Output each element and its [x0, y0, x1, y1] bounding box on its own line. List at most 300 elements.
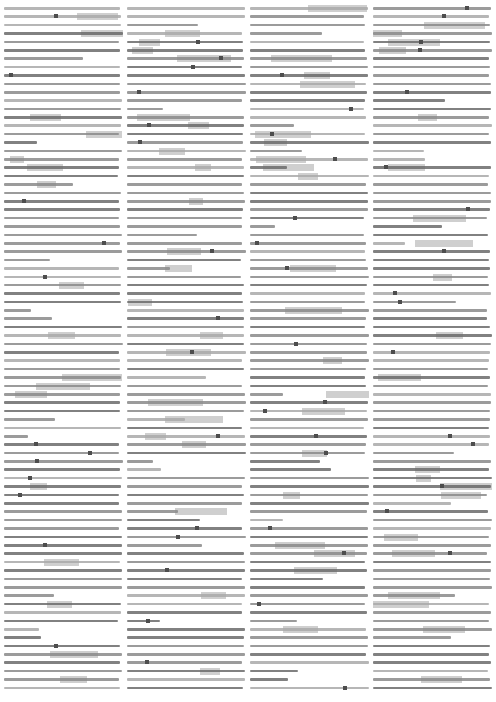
text-line [4, 273, 123, 281]
text-line [373, 121, 492, 129]
text-run [4, 225, 120, 228]
text-run [4, 141, 37, 144]
text-line [373, 46, 492, 54]
text-line [250, 214, 369, 222]
text-line [250, 684, 369, 692]
text-run [4, 687, 120, 690]
text-run [127, 301, 243, 304]
text-line [250, 356, 369, 364]
text-line [250, 549, 369, 557]
bold-number-mark [471, 442, 475, 446]
text-run [250, 108, 364, 111]
bold-number-mark [270, 132, 274, 136]
text-line [127, 390, 246, 398]
text-run [127, 208, 243, 211]
text-line [127, 633, 246, 641]
text-line [4, 323, 123, 331]
text-line [4, 432, 123, 440]
text-run [250, 569, 367, 572]
text-run [373, 326, 490, 329]
text-line [127, 575, 246, 583]
text-line [250, 633, 369, 641]
text-run [4, 267, 119, 270]
text-run [127, 443, 246, 446]
text-line [4, 465, 123, 473]
text-line [4, 365, 123, 373]
text-line [4, 600, 123, 608]
text-line [373, 239, 492, 247]
text-run [373, 620, 489, 623]
text-run [4, 460, 123, 463]
text-line [373, 617, 492, 625]
text-run [250, 217, 364, 220]
text-run [127, 183, 242, 186]
text-line [127, 314, 246, 322]
text-run [373, 317, 487, 320]
text-run [250, 376, 365, 379]
text-line [4, 608, 123, 616]
text-line [373, 675, 492, 683]
text-run [373, 468, 489, 471]
text-line [373, 340, 492, 348]
text-line [373, 482, 492, 490]
text-run [373, 141, 491, 144]
text-line [373, 88, 492, 96]
text-line [127, 365, 246, 373]
text-run [4, 276, 121, 279]
text-line [250, 382, 369, 390]
text-line [373, 147, 492, 155]
text-run [127, 66, 242, 69]
text-line [127, 440, 246, 448]
text-line [373, 138, 492, 146]
text-line [4, 306, 123, 314]
text-run [250, 276, 369, 279]
text-line [250, 38, 369, 46]
text-run [127, 24, 198, 27]
text-line [373, 264, 492, 272]
text-run [373, 460, 491, 463]
text-line [373, 415, 492, 423]
text-run [250, 234, 364, 237]
bold-number-mark [210, 249, 214, 253]
text-line [127, 256, 246, 264]
text-line [373, 658, 492, 666]
text-line [4, 491, 123, 499]
text-run [250, 309, 369, 312]
text-line [127, 323, 246, 331]
text-line [4, 197, 123, 205]
text-run [250, 183, 366, 186]
text-line [373, 491, 492, 499]
text-run [373, 116, 489, 119]
text-line [4, 155, 123, 163]
text-line [4, 80, 123, 88]
text-line [4, 130, 123, 138]
text-run [4, 292, 120, 295]
text-line [373, 21, 492, 29]
text-line [4, 163, 123, 171]
text-run [127, 678, 245, 681]
bold-number-mark [398, 300, 402, 304]
text-line [127, 264, 246, 272]
text-run [250, 242, 366, 245]
text-run [127, 192, 244, 195]
text-run [4, 628, 39, 631]
text-line [4, 222, 123, 230]
text-run [373, 24, 490, 27]
text-column-4 [373, 4, 492, 698]
text-run [4, 468, 120, 471]
text-run [373, 15, 489, 18]
text-line [4, 650, 123, 658]
text-run [373, 410, 490, 413]
text-run [4, 116, 122, 119]
text-run [127, 594, 245, 597]
text-run [127, 368, 244, 371]
text-run [373, 636, 451, 639]
bold-number-mark [196, 40, 200, 44]
text-run [250, 91, 367, 94]
text-line [4, 583, 123, 591]
text-line [250, 46, 369, 54]
text-run [4, 435, 28, 438]
text-run [4, 99, 122, 102]
text-line [373, 130, 492, 138]
text-line [373, 38, 492, 46]
text-line [373, 398, 492, 406]
text-line [4, 684, 123, 692]
text-run [4, 183, 73, 186]
bold-number-mark [190, 350, 194, 354]
text-run [250, 124, 294, 127]
text-line [373, 499, 492, 507]
text-run [250, 66, 368, 69]
text-run [373, 208, 490, 211]
text-run [373, 661, 491, 664]
text-line [127, 222, 246, 230]
text-line [373, 440, 492, 448]
text-line [4, 382, 123, 390]
text-run [4, 477, 122, 480]
text-run [373, 32, 492, 35]
text-run [250, 661, 369, 664]
text-line [127, 71, 246, 79]
text-run [373, 66, 490, 69]
text-line [4, 147, 123, 155]
text-line [373, 197, 492, 205]
text-line [127, 273, 246, 281]
text-run [4, 175, 118, 178]
text-run [373, 41, 490, 44]
text-line [4, 29, 123, 37]
text-line [250, 373, 369, 381]
text-run [127, 435, 245, 438]
bold-number-mark [176, 535, 180, 539]
text-line [373, 575, 492, 583]
text-run [4, 594, 54, 597]
text-run [127, 242, 242, 245]
text-line [127, 155, 246, 163]
text-line [4, 373, 123, 381]
bold-number-mark [391, 350, 395, 354]
text-run [250, 670, 298, 673]
text-line [4, 138, 123, 146]
text-line [250, 617, 369, 625]
text-run [127, 343, 244, 346]
text-run [4, 443, 119, 446]
text-run [373, 485, 491, 488]
text-run [250, 343, 367, 346]
text-run [250, 603, 365, 606]
text-run [373, 99, 445, 102]
bold-number-mark [466, 207, 470, 211]
text-run [373, 603, 489, 606]
text-line [250, 591, 369, 599]
text-line [4, 105, 123, 113]
text-line [373, 306, 492, 314]
text-line [127, 415, 246, 423]
text-run [250, 250, 365, 253]
text-line [373, 524, 492, 532]
text-line [4, 440, 123, 448]
text-run [4, 57, 83, 60]
text-line [250, 197, 369, 205]
text-run [127, 41, 243, 44]
text-run [4, 317, 52, 320]
text-line [127, 432, 246, 440]
text-run [127, 519, 200, 522]
text-line [373, 348, 492, 356]
text-run [127, 99, 242, 102]
text-line [373, 600, 492, 608]
text-line [250, 239, 369, 247]
bold-number-mark [22, 199, 26, 203]
bold-number-mark [165, 568, 169, 572]
text-line [4, 549, 123, 557]
text-line [4, 172, 123, 180]
text-run [4, 586, 122, 589]
highlighted-phrase [326, 391, 369, 398]
text-run [4, 620, 118, 623]
text-line [373, 96, 492, 104]
text-run [373, 427, 489, 430]
text-run [4, 166, 119, 169]
text-run [127, 645, 244, 648]
text-run [250, 7, 368, 10]
highlighted-phrase [175, 508, 227, 515]
text-line [250, 365, 369, 373]
document-page [4, 4, 492, 698]
text-run [127, 494, 244, 497]
text-run [373, 217, 487, 220]
text-line [373, 558, 492, 566]
text-run [373, 267, 490, 270]
text-run [4, 343, 123, 346]
text-run [4, 301, 121, 304]
text-line [127, 113, 246, 121]
text-line [373, 356, 492, 364]
text-line [127, 197, 246, 205]
text-run [373, 175, 489, 178]
text-run [373, 183, 488, 186]
text-run [127, 49, 243, 52]
text-line [373, 365, 492, 373]
text-run [250, 208, 368, 211]
text-run [373, 250, 490, 253]
text-line [250, 314, 369, 322]
text-run [127, 687, 243, 690]
text-run [373, 510, 488, 513]
text-run [373, 74, 489, 77]
text-run [250, 74, 368, 77]
text-line [4, 63, 123, 71]
text-line [250, 88, 369, 96]
text-run [250, 586, 365, 589]
text-line [250, 642, 369, 650]
text-run [250, 192, 368, 195]
text-line [373, 231, 492, 239]
text-run [127, 468, 161, 471]
text-line [250, 189, 369, 197]
text-run [250, 267, 368, 270]
bold-number-mark [333, 157, 337, 161]
text-line [127, 138, 246, 146]
text-run [4, 401, 120, 404]
text-line [373, 222, 492, 230]
text-line [250, 281, 369, 289]
text-run [4, 678, 119, 681]
text-run [373, 477, 492, 480]
text-column-3 [250, 4, 369, 698]
text-line [127, 38, 246, 46]
text-run [250, 477, 369, 480]
text-line [250, 390, 369, 398]
text-line [250, 566, 369, 574]
text-run [373, 393, 491, 396]
text-run [4, 510, 122, 513]
bold-number-mark [323, 400, 327, 404]
text-line [127, 214, 246, 222]
text-run [250, 510, 367, 513]
text-line [4, 658, 123, 666]
text-run [4, 351, 119, 354]
text-line [127, 121, 246, 129]
text-line [4, 96, 123, 104]
text-run [373, 385, 488, 388]
text-run [4, 603, 121, 606]
text-line [4, 675, 123, 683]
text-run [250, 536, 368, 539]
text-run [373, 527, 491, 530]
text-run [127, 234, 197, 237]
text-run [373, 368, 488, 371]
text-line [127, 172, 246, 180]
text-run [373, 611, 491, 614]
text-line [127, 465, 246, 473]
text-run [250, 284, 367, 287]
text-run [127, 636, 244, 639]
text-line [4, 205, 123, 213]
text-line [250, 21, 369, 29]
text-line [250, 658, 369, 666]
text-line [127, 12, 246, 20]
text-line [4, 667, 123, 675]
text-line [4, 71, 123, 79]
text-line [250, 482, 369, 490]
text-run [4, 326, 122, 329]
text-line [373, 12, 492, 20]
text-run [373, 519, 492, 522]
text-run [127, 578, 242, 581]
text-run [373, 200, 491, 203]
text-line [127, 239, 246, 247]
text-run [373, 586, 492, 589]
text-line [4, 21, 123, 29]
text-run [127, 485, 242, 488]
text-line [4, 214, 123, 222]
text-line [373, 608, 492, 616]
text-run [127, 477, 245, 480]
text-run [127, 393, 245, 396]
text-line [127, 474, 246, 482]
text-line [373, 424, 492, 432]
text-line [250, 600, 369, 608]
text-run [127, 74, 245, 77]
bold-number-mark [195, 526, 199, 530]
text-line [127, 407, 246, 415]
text-run [250, 225, 275, 228]
text-line [127, 63, 246, 71]
text-line [373, 331, 492, 339]
bold-number-mark [343, 686, 347, 690]
text-run [250, 359, 369, 362]
text-line [127, 348, 246, 356]
text-line [4, 407, 123, 415]
bold-number-mark [442, 14, 446, 18]
text-line [250, 499, 369, 507]
text-line [250, 415, 369, 423]
text-run [127, 510, 178, 513]
text-line [4, 54, 123, 62]
text-line [250, 113, 369, 121]
text-run [4, 376, 121, 379]
text-line [127, 625, 246, 633]
text-run [250, 494, 368, 497]
bold-number-mark [419, 40, 423, 44]
text-run [4, 427, 121, 430]
text-run [250, 292, 365, 295]
bold-number-mark [146, 619, 150, 623]
text-run [373, 166, 491, 169]
text-line [373, 549, 492, 557]
text-run [4, 49, 120, 52]
text-line [250, 172, 369, 180]
text-run [4, 150, 122, 153]
text-line [373, 323, 492, 331]
text-line [127, 667, 246, 675]
text-run [373, 687, 492, 690]
text-run [127, 57, 244, 60]
text-run [127, 670, 245, 673]
bold-number-mark [34, 442, 38, 446]
text-line [373, 591, 492, 599]
text-run [373, 158, 425, 161]
text-run [4, 393, 120, 396]
text-line [4, 340, 123, 348]
text-line [127, 340, 246, 348]
text-line [250, 407, 369, 415]
